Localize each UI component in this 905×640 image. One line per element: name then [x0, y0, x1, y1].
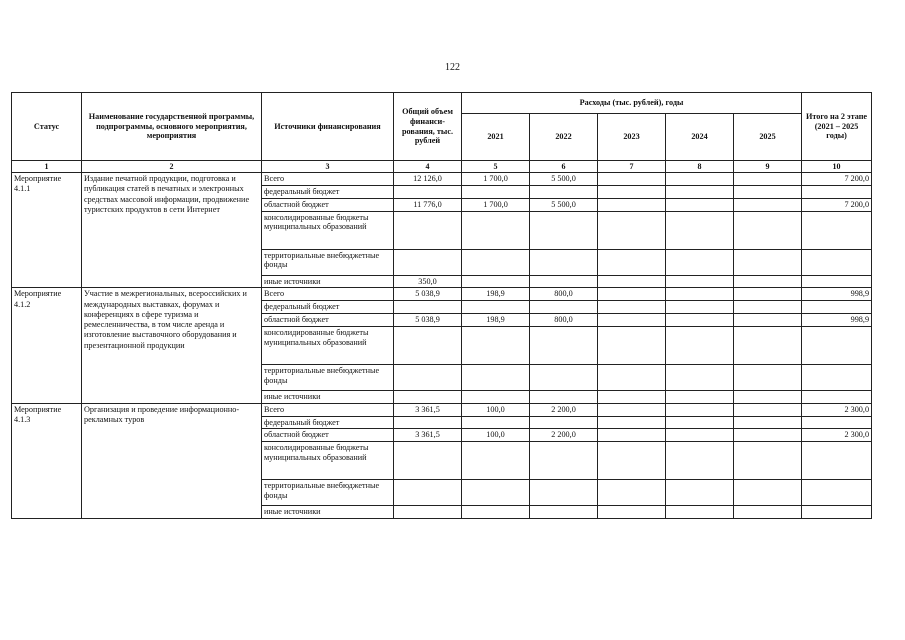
funding-source: иные источники — [262, 275, 394, 288]
cell-2021 — [462, 364, 530, 390]
cell-2021 — [462, 185, 530, 198]
cell-stage-total — [802, 185, 872, 198]
header-status: Статус — [12, 93, 82, 161]
cell-2022 — [530, 442, 598, 480]
cell-2021 — [462, 416, 530, 429]
cell-2024 — [666, 403, 734, 416]
cell-2022 — [530, 390, 598, 403]
funding-source: областной бюджет — [262, 198, 394, 211]
cell-total — [394, 364, 462, 390]
cell-total: 5 038,9 — [394, 314, 462, 327]
cell-stage-total: 7 200,0 — [802, 198, 872, 211]
cell-2023 — [598, 185, 666, 198]
cell-stage-total: 998,9 — [802, 288, 872, 301]
cell-stage-total — [802, 506, 872, 519]
funding-source: Всего — [262, 288, 394, 301]
cell-total — [394, 301, 462, 314]
header-year-2024: 2024 — [666, 114, 734, 161]
cell-2022 — [530, 249, 598, 275]
table-row — [12, 173, 872, 186]
cell-2024 — [666, 314, 734, 327]
cell-2021 — [462, 390, 530, 403]
cell-2023 — [598, 506, 666, 519]
cell-2024 — [666, 429, 734, 442]
header-year-2021: 2021 — [462, 114, 530, 161]
funding-source: областной бюджет — [262, 429, 394, 442]
column-number-row — [12, 161, 872, 173]
cell-2025 — [734, 442, 802, 480]
cell-stage-total: 2 300,0 — [802, 403, 872, 416]
cell-stage-total: 2 300,0 — [802, 429, 872, 442]
cell-stage-total — [802, 211, 872, 249]
cell-2021 — [462, 506, 530, 519]
activity-name: Организация и проведение информационно-рекламных туров — [82, 403, 262, 518]
funding-source: федеральный бюджет — [262, 185, 394, 198]
funding-source: иные источники — [262, 390, 394, 403]
page-number: 122 — [445, 62, 460, 73]
column-number: 9 — [734, 161, 802, 173]
cell-stage-total — [802, 390, 872, 403]
cell-stage-total — [802, 249, 872, 275]
cell-2025 — [734, 390, 802, 403]
cell-total — [394, 506, 462, 519]
cell-2021: 1 700,0 — [462, 198, 530, 211]
cell-2024 — [666, 288, 734, 301]
cell-stage-total — [802, 275, 872, 288]
header-expenses: Расходы (тыс. рублей), годы — [462, 93, 802, 114]
cell-2025 — [734, 314, 802, 327]
activity-name: Издание печатной продукции, подготовка и публикация статей в печатных и электронных средствах массовой информации, продвижение туристских продуктов в сети Интернет — [82, 173, 262, 288]
cell-2023 — [598, 326, 666, 364]
cell-2021 — [462, 442, 530, 480]
cell-2022: 800,0 — [530, 314, 598, 327]
cell-2024 — [666, 442, 734, 480]
cell-2022 — [530, 326, 598, 364]
header-total-volume: Общий объем финанси-рования, тыс. рублей — [394, 93, 462, 161]
cell-2023 — [598, 211, 666, 249]
cell-2023 — [598, 249, 666, 275]
cell-2022 — [530, 506, 598, 519]
cell-2023 — [598, 314, 666, 327]
cell-2024 — [666, 416, 734, 429]
header-year-2022: 2022 — [530, 114, 598, 161]
cell-total: 11 776,0 — [394, 198, 462, 211]
table-row — [12, 403, 872, 416]
column-number: 7 — [598, 161, 666, 173]
activity-name: Участие в межрегиональных, всероссийских и международных выставках, форумах и конференциях в сфере туризма и ремесленничества, в том числе аренда и изготовление выставочного оборудования и презентационной продукции — [82, 288, 262, 403]
cell-2023 — [598, 198, 666, 211]
cell-2022 — [530, 211, 598, 249]
cell-2023 — [598, 173, 666, 186]
column-number: 6 — [530, 161, 598, 173]
cell-2025 — [734, 249, 802, 275]
cell-2025 — [734, 173, 802, 186]
cell-stage-total — [802, 326, 872, 364]
cell-total — [394, 390, 462, 403]
header-year-2023: 2023 — [598, 114, 666, 161]
cell-2023 — [598, 442, 666, 480]
cell-total — [394, 480, 462, 506]
cell-2023 — [598, 288, 666, 301]
cell-2024 — [666, 173, 734, 186]
column-number: 4 — [394, 161, 462, 173]
cell-2025 — [734, 506, 802, 519]
cell-total: 3 361,5 — [394, 429, 462, 442]
funding-source: Всего — [262, 403, 394, 416]
cell-2024 — [666, 480, 734, 506]
cell-total — [394, 185, 462, 198]
activity-status: Мероприятие 4.1.2 — [12, 288, 82, 403]
cell-2021 — [462, 211, 530, 249]
funding-source: консолидированные бюджеты муниципальных образований — [262, 211, 394, 249]
funding-source: областной бюджет — [262, 314, 394, 327]
cell-2022: 2 200,0 — [530, 403, 598, 416]
cell-2025 — [734, 301, 802, 314]
cell-2024 — [666, 198, 734, 211]
cell-2024 — [666, 275, 734, 288]
budget-table — [11, 92, 872, 519]
cell-2021: 100,0 — [462, 429, 530, 442]
header-year-2025: 2025 — [734, 114, 802, 161]
funding-source: федеральный бюджет — [262, 301, 394, 314]
column-number: 1 — [12, 161, 82, 173]
cell-2021 — [462, 326, 530, 364]
cell-2023 — [598, 429, 666, 442]
cell-total: 5 038,9 — [394, 288, 462, 301]
cell-2021: 1 700,0 — [462, 173, 530, 186]
column-number: 8 — [666, 161, 734, 173]
cell-2024 — [666, 364, 734, 390]
cell-2025 — [734, 326, 802, 364]
funding-source: консолидированные бюджеты муниципальных образований — [262, 442, 394, 480]
cell-2022 — [530, 480, 598, 506]
cell-total — [394, 442, 462, 480]
cell-2022 — [530, 301, 598, 314]
cell-stage-total — [802, 364, 872, 390]
funding-source: иные источники — [262, 506, 394, 519]
cell-stage-total: 7 200,0 — [802, 173, 872, 186]
cell-2021 — [462, 301, 530, 314]
cell-2021 — [462, 275, 530, 288]
cell-total: 350,0 — [394, 275, 462, 288]
cell-2024 — [666, 185, 734, 198]
column-number: 10 — [802, 161, 872, 173]
cell-2022: 800,0 — [530, 288, 598, 301]
header-total-stage: Итого на 2 этапе (2021 – 2025 годы) — [802, 93, 872, 161]
header-sources: Источники финансирования — [262, 93, 394, 161]
cell-2025 — [734, 429, 802, 442]
cell-stage-total — [802, 301, 872, 314]
cell-total — [394, 249, 462, 275]
cell-2023 — [598, 416, 666, 429]
cell-2025 — [734, 198, 802, 211]
cell-2022 — [530, 275, 598, 288]
cell-stage-total — [802, 480, 872, 506]
cell-2024 — [666, 326, 734, 364]
cell-2025 — [734, 364, 802, 390]
cell-total — [394, 211, 462, 249]
cell-2021: 198,9 — [462, 314, 530, 327]
cell-2024 — [666, 211, 734, 249]
cell-2023 — [598, 390, 666, 403]
cell-2024 — [666, 390, 734, 403]
cell-2022: 2 200,0 — [530, 429, 598, 442]
cell-total: 3 361,5 — [394, 403, 462, 416]
cell-2021: 100,0 — [462, 403, 530, 416]
cell-2023 — [598, 301, 666, 314]
funding-source: территориальные внебюджетные фонды — [262, 364, 394, 390]
cell-2022 — [530, 185, 598, 198]
activity-status: Мероприятие 4.1.1 — [12, 173, 82, 288]
cell-2023 — [598, 480, 666, 506]
cell-2024 — [666, 506, 734, 519]
cell-2023 — [598, 275, 666, 288]
cell-2021: 198,9 — [462, 288, 530, 301]
cell-2022: 5 500,0 — [530, 198, 598, 211]
cell-total — [394, 416, 462, 429]
cell-2024 — [666, 249, 734, 275]
funding-source: территориальные внебюджетные фонды — [262, 249, 394, 275]
cell-2025 — [734, 480, 802, 506]
header-name: Наименование государственной программы, подпрограммы, основного мероприятия, мероприятия — [82, 93, 262, 161]
cell-2023 — [598, 364, 666, 390]
cell-stage-total: 998,9 — [802, 314, 872, 327]
cell-stage-total — [802, 442, 872, 480]
funding-source: территориальные внебюджетные фонды — [262, 480, 394, 506]
cell-2025 — [734, 416, 802, 429]
cell-total — [394, 326, 462, 364]
table-row — [12, 288, 872, 301]
column-number: 5 — [462, 161, 530, 173]
cell-2025 — [734, 275, 802, 288]
cell-2022 — [530, 416, 598, 429]
cell-stage-total — [802, 416, 872, 429]
column-number: 2 — [82, 161, 262, 173]
funding-source: федеральный бюджет — [262, 416, 394, 429]
funding-source: Всего — [262, 173, 394, 186]
cell-2024 — [666, 301, 734, 314]
activity-status: Мероприятие 4.1.3 — [12, 403, 82, 518]
cell-2025 — [734, 211, 802, 249]
table-body — [12, 173, 872, 519]
cell-2025 — [734, 288, 802, 301]
cell-2022 — [530, 364, 598, 390]
cell-2022: 5 500,0 — [530, 173, 598, 186]
cell-2021 — [462, 480, 530, 506]
cell-2025 — [734, 403, 802, 416]
cell-total: 12 126,0 — [394, 173, 462, 186]
funding-source: консолидированные бюджеты муниципальных образований — [262, 326, 394, 364]
cell-2021 — [462, 249, 530, 275]
cell-2023 — [598, 403, 666, 416]
cell-2025 — [734, 185, 802, 198]
column-number: 3 — [262, 161, 394, 173]
